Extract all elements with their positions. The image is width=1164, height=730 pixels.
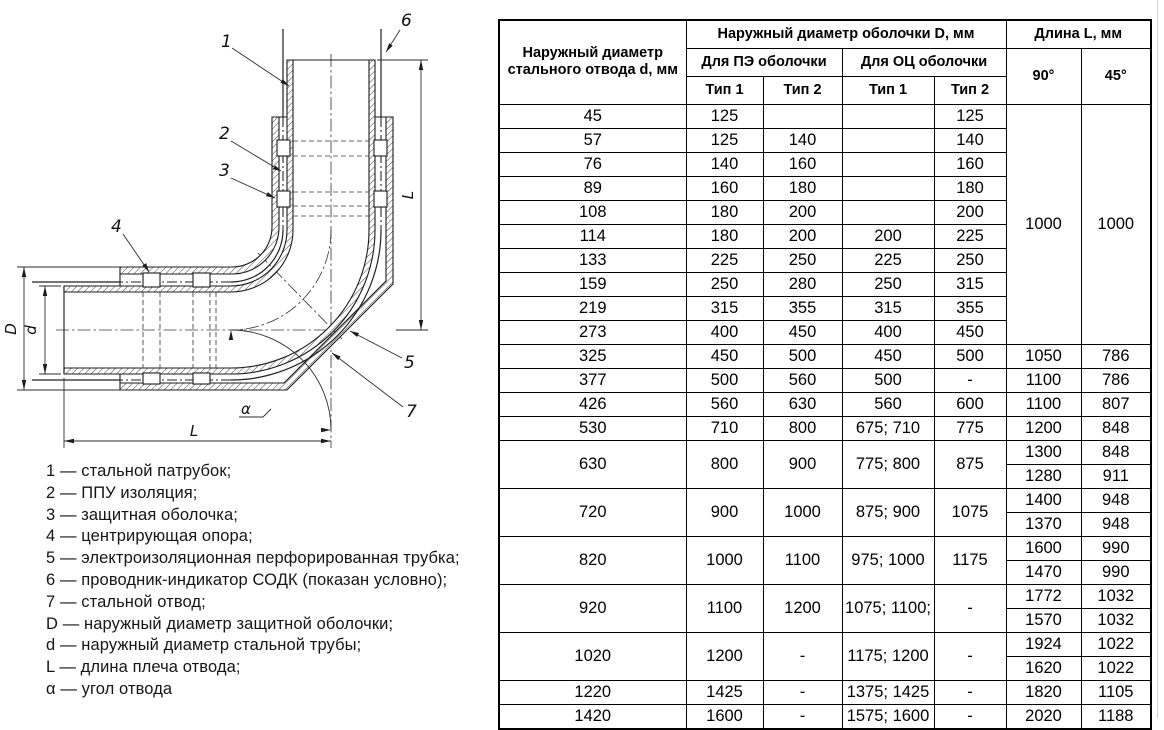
table-cell: - [763,680,842,704]
legend-item: 6 — проводник-индикатор СОДК (показан условно); [46,570,448,589]
table-cell: 160 [686,176,763,200]
table-row [499,104,1151,128]
table-cell: 1600 [686,704,763,729]
table-cell: 125 [686,128,763,152]
table-cell: 990 [1081,560,1151,584]
arrow-icon [64,439,74,443]
table-cell: 89 [499,176,686,200]
table-cell: 426 [499,392,686,416]
callout-6-label: 6 [401,11,412,31]
legend [46,461,460,701]
table-cell: 1032 [1081,584,1151,608]
callout-1-label: 1 [221,32,232,52]
table-cell: 200 [842,224,934,248]
elbow-drawing [0,0,497,455]
table-cell: 820 [499,536,686,584]
table-cell: 450 [686,344,763,368]
spreadsheet-gridline [1157,0,1158,718]
table-cell: - [763,632,842,680]
table-cell: 1200 [1006,416,1081,440]
table-cell: 450 [842,344,934,368]
callout-4 [111,217,149,272]
table-cell: 1220 [499,680,686,704]
table-cell: 807 [1081,392,1151,416]
table-cell: 315 [934,272,1006,296]
header-cell: Для ПЭ оболочки [686,48,842,76]
table-cell: - [934,680,1006,704]
table-cell: 500 [686,368,763,392]
callout-2-label: 2 [219,124,230,144]
dim-pipe-diameter [22,286,61,374]
table-panel [498,19,1152,730]
table-cell: 560 [686,392,763,416]
table-cell: 250 [686,272,763,296]
table-cell: 1820 [1006,680,1081,704]
table-cell: 2020 [1006,704,1081,729]
table-cell: 225 [686,248,763,272]
table-cell: 133 [499,248,686,272]
table-cell: 1000 [1006,104,1081,344]
callout-3-label: 3 [219,161,230,181]
table-cell: 500 [763,344,842,368]
table-cell [842,128,934,152]
table-cell: 160 [934,152,1006,176]
dim-label-L-vertical: L [399,190,417,200]
table-cell: 1420 [499,704,686,729]
table-cell: - [934,368,1006,392]
table-cell: 180 [934,176,1006,200]
table-cell: 600 [934,392,1006,416]
table-cell: 1188 [1081,704,1151,729]
table-cell: 1050 [1006,344,1081,368]
table-cell [842,200,934,224]
table-cell: 280 [763,272,842,296]
table-cell: 900 [686,488,763,536]
table-cell: 1600 [1006,536,1081,560]
table-cell: 1425 [686,680,763,704]
table-cell: 720 [499,488,686,536]
header-cell: Тип 2 [763,76,842,104]
table-cell [763,104,842,128]
arrow-icon [321,428,331,432]
table-cell: 1175; 1200 [842,632,934,680]
table-cell: 45 [499,104,686,128]
table-cell: 500 [842,368,934,392]
table-cell: 273 [499,320,686,344]
table-row [499,416,1151,440]
table-cell: 975; 1000 [842,536,934,584]
legend-item: D — наружный диаметр защитной оболочки; [46,614,394,633]
table-cell: 710 [686,416,763,440]
table-cell: 500 [934,344,1006,368]
spec-table [498,19,1152,730]
table-cell: 1000 [763,488,842,536]
table-cell: 1105 [1081,680,1151,704]
centering-supports [143,140,387,384]
header-cell: Тип 1 [686,76,763,104]
table-cell: - [934,584,1006,632]
legend-item: α — угол отвода [46,679,173,698]
callout-7-label: 7 [406,402,417,422]
table-cell: 1020 [499,632,686,680]
table-cell: 1370 [1006,512,1081,536]
spec-table-head [499,20,1151,104]
table-row [499,368,1151,392]
table-cell: 948 [1081,488,1151,512]
table-cell: 1032 [1081,608,1151,632]
table-cell: 848 [1081,416,1151,440]
callout-3 [219,161,275,198]
legend-item: 2 — ППУ изоляция; [46,483,198,502]
header-cell: Длина L, мм [1006,20,1151,48]
table-row [499,680,1151,704]
table-row [499,632,1151,656]
table-cell: 450 [763,320,842,344]
legend-item: 7 — стальной отвод; [46,592,206,611]
table-cell: 325 [499,344,686,368]
arrow-icon [43,286,47,296]
table-cell: 1022 [1081,632,1151,656]
table-cell: 1772 [1006,584,1081,608]
table-cell: 1470 [1006,560,1081,584]
table-row [499,440,1151,464]
table-cell: 1200 [686,632,763,680]
table-cell: 180 [763,176,842,200]
table-cell: 800 [763,416,842,440]
table-cell [842,104,934,128]
table-cell: 1570 [1006,608,1081,632]
table-cell: 355 [763,296,842,320]
table-cell: 57 [499,128,686,152]
legend-item: 3 — защитная оболочка; [46,505,238,524]
table-cell: 990 [1081,536,1151,560]
table-cell: 450 [934,320,1006,344]
table-cell: 630 [763,392,842,416]
header-cell: Тип 2 [934,76,1006,104]
elbow-drawing-svg [0,0,497,455]
table-cell: 911 [1081,464,1151,488]
table-cell: 108 [499,200,686,224]
table-cell: 1100 [1006,392,1081,416]
table-cell [842,152,934,176]
table-cell: 125 [934,104,1006,128]
arrow-icon [419,320,423,330]
table-row [499,20,1151,48]
table-cell: 560 [763,368,842,392]
table-cell: 1200 [763,584,842,632]
callout-5-label: 5 [404,353,415,373]
table-cell: 875 [934,440,1006,488]
arrow-icon [22,380,26,390]
table-cell: 1620 [1006,656,1081,680]
table-cell: 1000 [686,536,763,584]
table-cell: 250 [934,248,1006,272]
table-cell: 114 [499,224,686,248]
table-cell: 1075 [934,488,1006,536]
arrow-icon [419,60,423,70]
legend-item: 5 — электроизоляционная перфорированная трубка; [46,549,460,568]
table-cell: 848 [1081,440,1151,464]
table-row [499,344,1151,368]
spec-table-body [499,104,1151,729]
table-row [499,488,1151,512]
table-cell: 948 [1081,512,1151,536]
callout-1 [221,32,289,86]
table-cell [842,176,934,200]
dim-label-d: d [22,325,40,335]
table-cell: 1300 [1006,440,1081,464]
table-cell: 1100 [1006,368,1081,392]
table-cell: 377 [499,368,686,392]
callout-5 [350,331,415,373]
legend-item: 1 — стальной патрубок; [46,462,232,480]
table-cell: 775; 800 [842,440,934,488]
table-cell: - [934,632,1006,680]
table-cell: 775 [934,416,1006,440]
table-row [499,536,1151,560]
table-cell: 140 [686,152,763,176]
arrow-icon [350,331,359,337]
table-cell: 630 [499,440,686,488]
table-cell: 530 [499,416,686,440]
table-cell: 786 [1081,368,1151,392]
table-cell: 1400 [1006,488,1081,512]
table-cell: 200 [763,200,842,224]
arrow-icon [321,439,331,443]
protective-casing [120,117,393,390]
table-cell: 1575; 1600 [842,704,934,729]
arrow-icon [386,43,393,52]
table-cell: 140 [763,128,842,152]
table-cell: 250 [842,272,934,296]
table-cell: 1375; 1425 [842,680,934,704]
table-cell: 355 [934,296,1006,320]
table-cell: 180 [686,200,763,224]
table-cell: - [934,704,1006,729]
table-cell: 250 [763,248,842,272]
table-cell: 140 [934,128,1006,152]
table-cell: 560 [842,392,934,416]
table-cell: 219 [499,296,686,320]
table-cell: 1100 [686,584,763,632]
arrow-icon [229,330,233,340]
header-cell: Для ОЦ оболочки [842,48,1006,76]
callout-4-label: 4 [111,217,122,237]
table-cell: 800 [686,440,763,488]
legend-item: L — длина плеча отвода; [46,658,241,677]
dim-label-alpha: α [241,400,251,418]
table-cell: 180 [686,224,763,248]
table-cell: 1175 [934,536,1006,584]
table-cell: 675; 710 [842,416,934,440]
table-cell: 400 [842,320,934,344]
legend-item: d — наружный диаметр стальной трубы; [46,636,362,655]
header-cell: Тип 1 [842,76,934,104]
table-cell: 76 [499,152,686,176]
dim-label-L-horizontal: L [189,422,199,440]
table-cell: 225 [842,248,934,272]
table-cell: 1924 [1006,632,1081,656]
header-cell: Наружный диаметр стального отвода d, мм [499,20,686,104]
table-cell: 1100 [763,536,842,584]
table-cell: 400 [686,320,763,344]
table-cell: 200 [763,224,842,248]
table-cell: 1000 [1081,104,1151,344]
table-cell: 315 [686,296,763,320]
table-cell: 315 [842,296,934,320]
table-cell: 159 [499,272,686,296]
table-cell: 920 [499,584,686,632]
table-cell: 900 [763,440,842,488]
dim-label-D: D [2,323,20,335]
table-row [499,392,1151,416]
table-cell: 1022 [1081,656,1151,680]
legend-item: 4 — центрирующая опора; [46,527,253,546]
table-cell: 200 [934,200,1006,224]
table-cell: 125 [686,104,763,128]
arrow-icon [22,267,26,277]
header-cell: 45° [1081,48,1151,104]
table-cell: 1280 [1006,464,1081,488]
table-cell: 786 [1081,344,1151,368]
header-cell: Наружный диаметр оболочки D, мм [686,20,1006,48]
callout-6 [386,11,412,52]
table-cell: 875; 900 [842,488,934,536]
table-cell: - [763,704,842,729]
table-row [499,704,1151,729]
table-cell: 225 [934,224,1006,248]
arrow-icon [43,364,47,374]
header-cell: 90° [1006,48,1081,104]
table-cell: 160 [763,152,842,176]
table-cell: 1075; 1100; [842,584,934,632]
table-row [499,584,1151,608]
